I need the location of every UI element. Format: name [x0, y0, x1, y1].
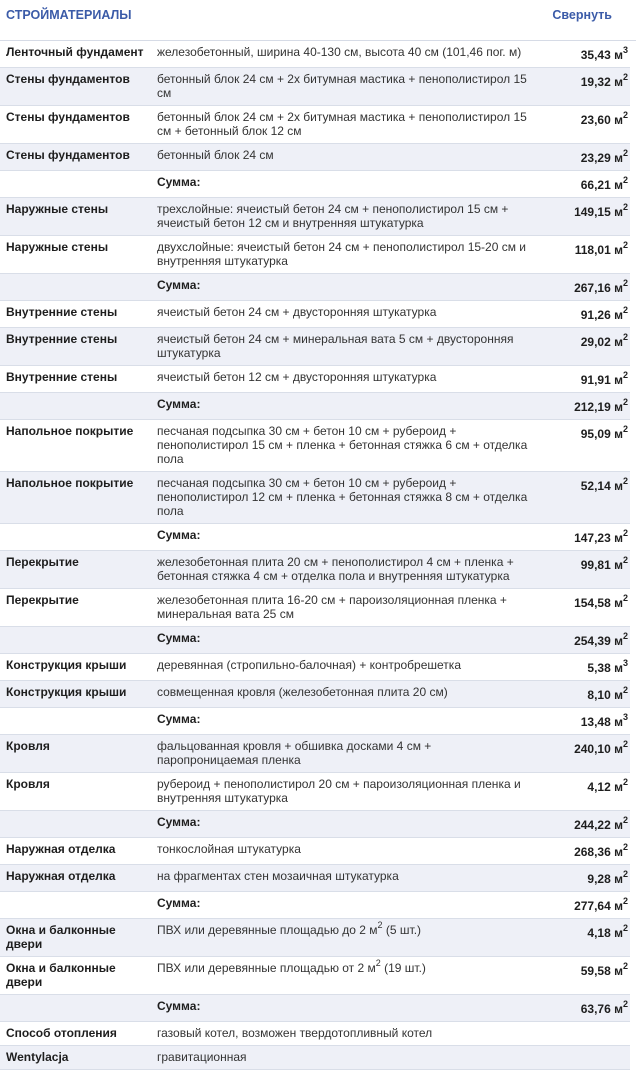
row-category: Кровля: [0, 773, 152, 811]
row-value: 99,81 $м^2$: [530, 551, 630, 589]
row-category-empty: [0, 708, 152, 735]
row-description: ячеистый бетон 24 см + минеральная вата 5 см + двусторонняя штукатурка: [152, 328, 530, 366]
row-value: 95,09 $м^2$: [530, 420, 630, 472]
table-row: [0, 589, 630, 627]
table-row: [0, 366, 630, 393]
table-row: [0, 838, 630, 865]
table-row: [0, 681, 630, 708]
row-description: деревянная (стропильно-балочная) + контробрешетка: [152, 654, 530, 681]
sum-label: Сумма:: [152, 811, 530, 838]
sum-row: [0, 995, 630, 1022]
sum-row: [0, 274, 630, 301]
row-value: 23,29 $м^2$: [530, 144, 630, 171]
sum-row: [0, 524, 630, 551]
sum-label: Сумма:: [152, 708, 530, 735]
row-value: 23,60 $м^2$: [530, 106, 630, 144]
table-row: [0, 68, 630, 106]
row-description: совмещенная кровля (железобетонная плита 20 см): [152, 681, 530, 708]
row-category: Внутренние стены: [0, 301, 152, 328]
row-category-empty: [0, 171, 152, 198]
table-row: [0, 865, 630, 892]
row-description: газовый котел, возможен твердотопливный котел: [152, 1022, 530, 1046]
row-value: 149,15 $м^2$: [530, 198, 630, 236]
table-row: [0, 472, 630, 524]
row-value: 244,22 $м^2$: [530, 811, 630, 838]
row-category: Стены фундаментов: [0, 144, 152, 171]
row-value: 91,26 $м^2$: [530, 301, 630, 328]
row-value: 35,43 $м^3$: [530, 41, 630, 68]
row-value: [530, 1022, 630, 1046]
row-value: 212,19 $м^2$: [530, 393, 630, 420]
sum-row: [0, 892, 630, 919]
row-category: Наружные стены: [0, 198, 152, 236]
row-description: на фрагментах стен мозаичная штукатурка: [152, 865, 530, 892]
table-row: [0, 328, 630, 366]
row-category: Окна и балконные двери: [0, 957, 152, 995]
row-description: бетонный блок 24 см + 2х битумная мастика + пенополистирол 15 см: [152, 68, 530, 106]
table-row: [0, 144, 630, 171]
row-value: 59,58 $м^2$: [530, 957, 630, 995]
table-row: [0, 236, 630, 274]
row-category: Внутренние стены: [0, 328, 152, 366]
row-description: железобетонный, ширина 40-130 см, высота 40 см (101,46 пог. м): [152, 41, 530, 68]
row-value: 63,76 $м^2$: [530, 995, 630, 1022]
row-description: ячеистый бетон 24 см + двусторонняя штукатурка: [152, 301, 530, 328]
row-category-empty: [0, 393, 152, 420]
row-value: 66,21 $м^2$: [530, 171, 630, 198]
row-description: ПВХ или деревянные площадью до 2 $м^2$ (5 шт.): [152, 919, 530, 957]
sum-label: Сумма:: [152, 627, 530, 654]
row-category: Конструкция крыши: [0, 654, 152, 681]
row-category: Перекрытие: [0, 551, 152, 589]
materials-table: [0, 41, 630, 1070]
row-category: Внутренние стены: [0, 366, 152, 393]
row-description: трехслойные: ячеистый бетон 24 см + пенополистирол 15 см + ячеистый бетон 12 см и внутренняя штукатурка: [152, 198, 530, 236]
row-category: Напольное покрытие: [0, 420, 152, 472]
row-category: Напольное покрытие: [0, 472, 152, 524]
sum-label: Сумма:: [152, 274, 530, 301]
table-row: [0, 198, 630, 236]
table-row: [0, 773, 630, 811]
row-description: фальцованная кровля + обшивка досками 4 см + паропроницаемая пленка: [152, 735, 530, 773]
table-row: [0, 106, 630, 144]
table-row: [0, 420, 630, 472]
table-row: [0, 735, 630, 773]
table-row: [0, 957, 630, 995]
row-category: Окна и балконные двери: [0, 919, 152, 957]
row-category: Ленточный фундамент: [0, 41, 152, 68]
sum-row: [0, 708, 630, 735]
sum-label: Сумма:: [152, 393, 530, 420]
row-category: Наружная отделка: [0, 838, 152, 865]
row-category: Способ отопления: [0, 1022, 152, 1046]
row-description: гравитационная: [152, 1046, 530, 1070]
row-category: Стены фундаментов: [0, 68, 152, 106]
row-category: Наружные стены: [0, 236, 152, 274]
row-value: 8,10 $м^2$: [530, 681, 630, 708]
table-row: [0, 41, 630, 68]
row-value: 13,48 $м^3$: [530, 708, 630, 735]
row-value: 19,32 $м^2$: [530, 68, 630, 106]
row-description: рубероид + пенополистирол 20 см + пароизоляционная пленка и внутренняя штукатурка: [152, 773, 530, 811]
row-category: Перекрытие: [0, 589, 152, 627]
table-row: [0, 1022, 630, 1046]
sum-label: Сумма:: [152, 524, 530, 551]
row-description: двухслойные: ячеистый бетон 24 см + пенополистирол 15-20 см и внутренняя штукатурка: [152, 236, 530, 274]
row-value: 4,12 $м^2$: [530, 773, 630, 811]
section-header: [0, 0, 636, 34]
sum-row: [0, 627, 630, 654]
row-value: 254,39 $м^2$: [530, 627, 630, 654]
row-category: Wentylacja: [0, 1046, 152, 1070]
row-value: 147,23 $м^2$: [530, 524, 630, 551]
sum-label: Сумма:: [152, 995, 530, 1022]
row-category-empty: [0, 627, 152, 654]
row-value: 4,18 $м^2$: [530, 919, 630, 957]
sum-row: [0, 811, 630, 838]
collapse-button[interactable]: Свернуть: [552, 8, 612, 22]
row-value: 277,64 $м^2$: [530, 892, 630, 919]
sum-label: Сумма:: [152, 171, 530, 198]
row-description: тонкослойная штукатурка: [152, 838, 530, 865]
sum-label: Сумма:: [152, 892, 530, 919]
sum-row: [0, 171, 630, 198]
table-row: [0, 301, 630, 328]
sum-row: [0, 393, 630, 420]
row-category-empty: [0, 995, 152, 1022]
row-description: ПВХ или деревянные площадью от 2 $м^2$ (19 шт.): [152, 957, 530, 995]
row-value: 154,58 $м^2$: [530, 589, 630, 627]
row-category: Наружная отделка: [0, 865, 152, 892]
table-row: [0, 654, 630, 681]
row-category: Кровля: [0, 735, 152, 773]
row-description: бетонный блок 24 см: [152, 144, 530, 171]
row-category-empty: [0, 524, 152, 551]
table-row: [0, 1046, 630, 1070]
table-row: [0, 919, 630, 957]
row-value: 29,02 $м^2$: [530, 328, 630, 366]
row-description: песчаная подсыпка 30 см + бетон 10 см + рубероид + пенополистирол 12 см + пленка + бетонная стяжка 8 см + отделка пола: [152, 472, 530, 524]
row-value: 52,14 $м^2$: [530, 472, 630, 524]
row-value: 267,16 $м^2$: [530, 274, 630, 301]
row-category-empty: [0, 274, 152, 301]
row-value: [530, 1046, 630, 1070]
row-description: бетонный блок 24 см + 2х битумная мастика + пенополистирол 15 см + бетонный блок 12 см: [152, 106, 530, 144]
row-value: 268,36 $м^2$: [530, 838, 630, 865]
row-category: Конструкция крыши: [0, 681, 152, 708]
row-description: железобетонная плита 16-20 см + пароизоляционная пленка + минеральная вата 25 см: [152, 589, 530, 627]
row-description: песчаная подсыпка 30 см + бетон 10 см + рубероид + пенополистирол 15 см + пленка + бетонная стяжка 6 см + отделка пола: [152, 420, 530, 472]
row-value: 240,10 $м^2$: [530, 735, 630, 773]
row-value: 91,91 $м^2$: [530, 366, 630, 393]
row-value: 9,28 $м^2$: [530, 865, 630, 892]
row-description: ячеистый бетон 12 см + двусторонняя штукатурка: [152, 366, 530, 393]
row-category-empty: [0, 811, 152, 838]
row-category-empty: [0, 892, 152, 919]
row-value: 118,01 $м^2$: [530, 236, 630, 274]
row-value: 5,38 $м^3$: [530, 654, 630, 681]
row-description: железобетонная плита 20 см + пенополистирол 4 см + пленка + бетонная стяжка 4 см + отделка пола и внутренняя штукатурка: [152, 551, 530, 589]
row-category: Стены фундаментов: [0, 106, 152, 144]
section-title: СТРОЙМАТЕРИАЛЫ: [6, 8, 132, 22]
table-row: [0, 551, 630, 589]
